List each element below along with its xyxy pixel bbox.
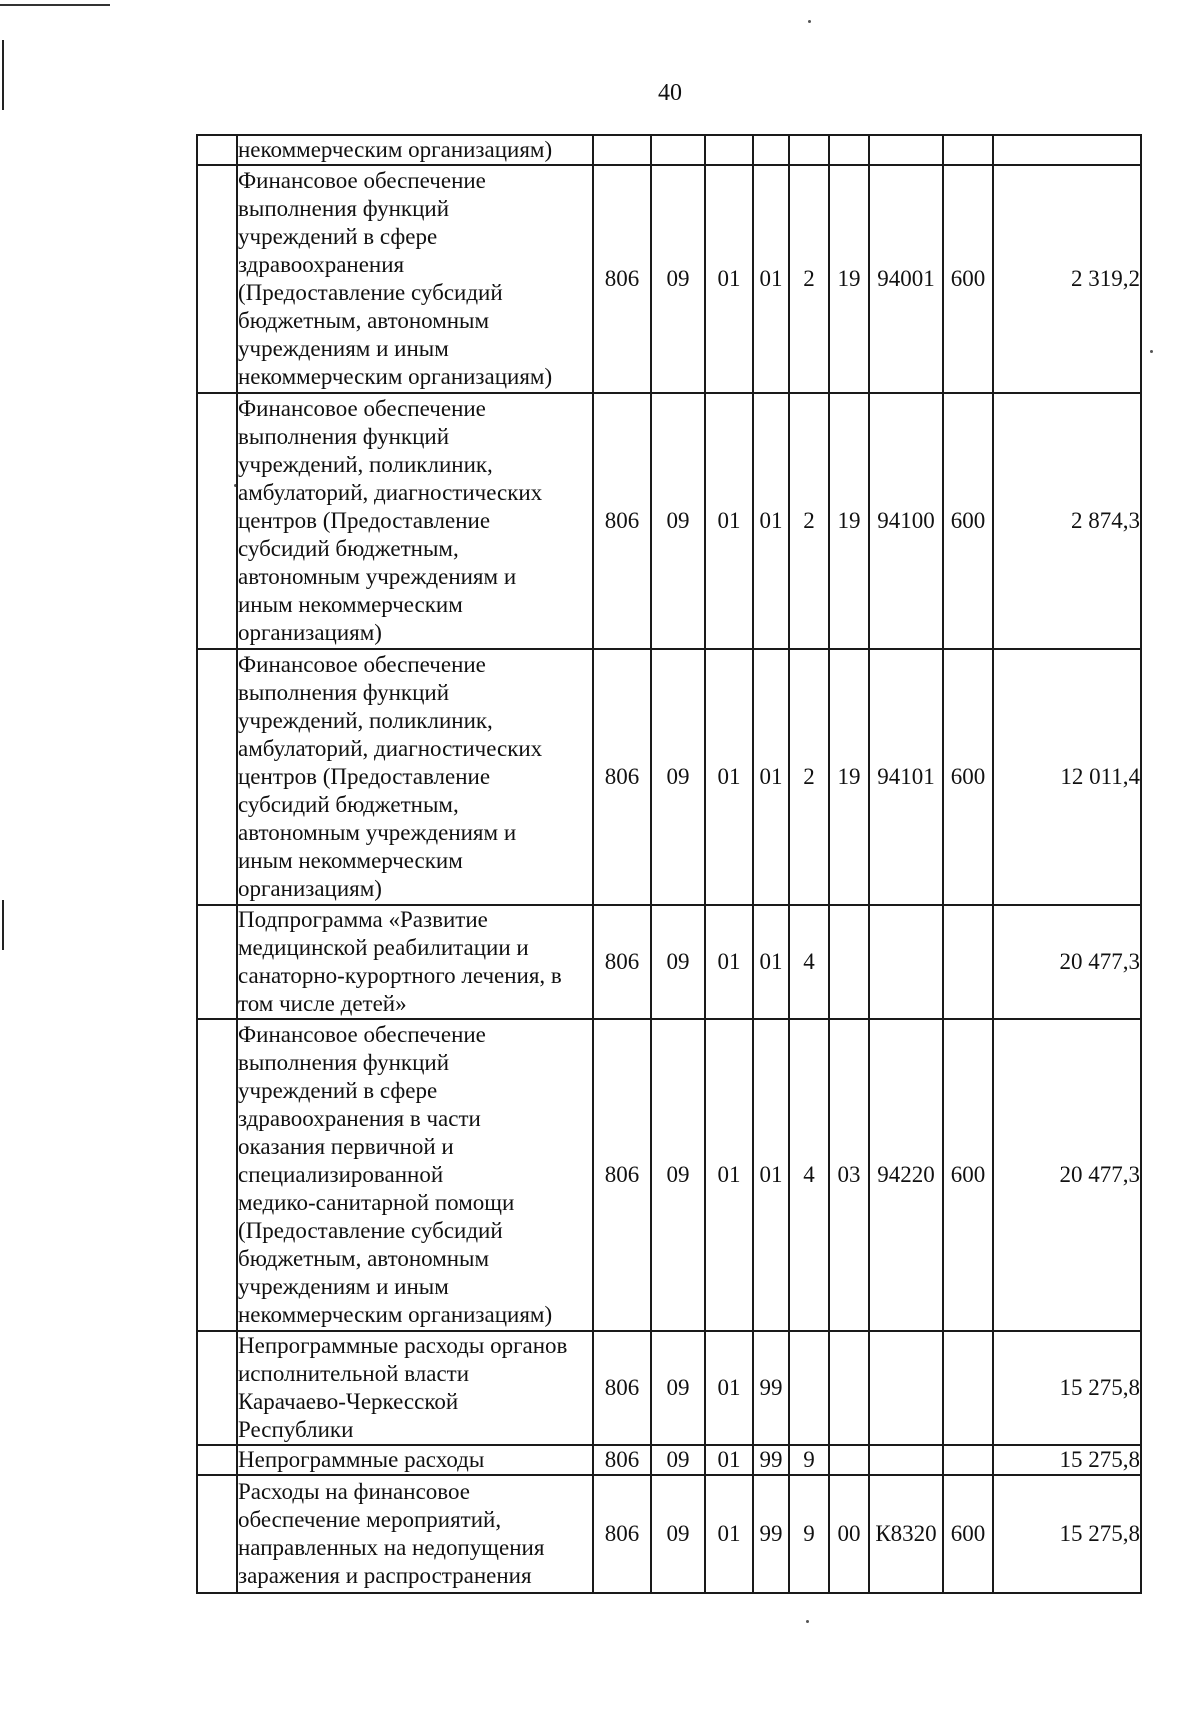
code-gr-cell: 806 — [593, 649, 651, 905]
item-name-cell: Финансовое обеспечение выполнения функций учреждений в сфере здравоохранения (Предоставление субсидий бюджетным, автономным учреждениям и иным некоммерческим организациям) — [237, 165, 593, 393]
code-program-cell: 01 — [753, 1019, 789, 1331]
code-pr-cell: 01 — [705, 1331, 753, 1445]
code-rz-cell: 09 — [651, 393, 705, 649]
budget-table — [196, 134, 1142, 1594]
code-program-cell: 01 — [753, 649, 789, 905]
row-number-cell — [197, 165, 237, 393]
code-pr-cell: 01 — [705, 165, 753, 393]
code-vr-cell: 600 — [943, 1475, 993, 1593]
amount-cell: 2 874,3 — [993, 393, 1141, 649]
table-row — [197, 1475, 1141, 1593]
code-pr-cell: 01 — [705, 393, 753, 649]
code-program-cell — [753, 135, 789, 165]
code-gr-cell: 806 — [593, 165, 651, 393]
code-direction-cell — [869, 1445, 943, 1475]
table-row — [197, 649, 1141, 905]
code-rz-cell: 09 — [651, 1019, 705, 1331]
code-vr-cell: 600 — [943, 649, 993, 905]
item-name-cell: некоммерческим организациям) — [237, 135, 593, 165]
code-main-event-cell: 19 — [829, 393, 869, 649]
code-rz-cell: 09 — [651, 1331, 705, 1445]
code-vr-cell — [943, 1445, 993, 1475]
amount-cell — [993, 135, 1141, 165]
code-main-event-cell: 19 — [829, 649, 869, 905]
row-number-cell — [197, 1331, 237, 1445]
code-pr-cell — [705, 135, 753, 165]
code-rz-cell: 09 — [651, 905, 705, 1019]
scan-speck — [808, 20, 811, 23]
code-gr-cell — [593, 135, 651, 165]
code-gr-cell: 806 — [593, 393, 651, 649]
row-number-cell — [197, 135, 237, 165]
code-direction-cell — [869, 1331, 943, 1445]
code-rz-cell: 09 — [651, 1475, 705, 1593]
code-vr-cell: 600 — [943, 1019, 993, 1331]
item-name-cell: Непрограммные расходы — [237, 1445, 593, 1475]
amount-cell: 20 477,3 — [993, 905, 1141, 1019]
row-number-cell — [197, 1475, 237, 1593]
code-pr-cell: 01 — [705, 1445, 753, 1475]
code-pr-cell: 01 — [705, 649, 753, 905]
code-vr-cell — [943, 905, 993, 1019]
code-gr-cell: 806 — [593, 1475, 651, 1593]
code-rz-cell: 09 — [651, 649, 705, 905]
code-subprogram-cell — [789, 1331, 829, 1445]
code-program-cell: 01 — [753, 905, 789, 1019]
row-number-cell — [197, 649, 237, 905]
scan-edge-marks — [0, 0, 10, 1710]
code-direction-cell — [869, 905, 943, 1019]
code-program-cell: 01 — [753, 165, 789, 393]
code-pr-cell: 01 — [705, 905, 753, 1019]
code-vr-cell — [943, 1331, 993, 1445]
code-subprogram-cell: 4 — [789, 1019, 829, 1331]
code-direction-cell: 94101 — [869, 649, 943, 905]
code-pr-cell: 01 — [705, 1019, 753, 1331]
code-program-cell: 01 — [753, 393, 789, 649]
code-vr-cell — [943, 135, 993, 165]
code-program-cell: 99 — [753, 1331, 789, 1445]
code-gr-cell: 806 — [593, 1019, 651, 1331]
code-main-event-cell: 19 — [829, 165, 869, 393]
code-gr-cell: 806 — [593, 905, 651, 1019]
scan-speck — [806, 1620, 809, 1623]
code-gr-cell: 806 — [593, 1331, 651, 1445]
code-subprogram-cell: 9 — [789, 1475, 829, 1593]
table-row — [197, 905, 1141, 1019]
code-subprogram-cell — [789, 135, 829, 165]
row-number-cell — [197, 393, 237, 649]
amount-cell: 15 275,8 — [993, 1331, 1141, 1445]
amount-cell: 2 319,2 — [993, 165, 1141, 393]
amount-cell: 15 275,8 — [993, 1475, 1141, 1593]
code-subprogram-cell: 9 — [789, 1445, 829, 1475]
code-vr-cell: 600 — [943, 393, 993, 649]
row-number-cell — [197, 905, 237, 1019]
amount-cell: 12 011,4 — [993, 649, 1141, 905]
code-main-event-cell — [829, 1331, 869, 1445]
code-rz-cell: 09 — [651, 165, 705, 393]
table-row — [197, 393, 1141, 649]
page-number: 40 — [658, 80, 682, 106]
code-main-event-cell — [829, 1445, 869, 1475]
code-direction-cell: 94001 — [869, 165, 943, 393]
table-row — [197, 1019, 1141, 1331]
code-rz-cell: 09 — [651, 1445, 705, 1475]
code-vr-cell: 600 — [943, 165, 993, 393]
item-name-cell: Финансовое обеспечение выполнения функций учреждений, поликлиник, амбулаторий, диагностических центров (Предоставление субсидий бюджетным, автономным учреждениям и иным некоммерческим организациям) — [237, 649, 593, 905]
scan-speck — [1150, 350, 1153, 353]
amount-cell: 20 477,3 — [993, 1019, 1141, 1331]
code-gr-cell: 806 — [593, 1445, 651, 1475]
code-subprogram-cell: 4 — [789, 905, 829, 1019]
code-direction-cell: 94100 — [869, 393, 943, 649]
code-main-event-cell: 00 — [829, 1475, 869, 1593]
table-row — [197, 1331, 1141, 1445]
row-number-cell — [197, 1445, 237, 1475]
item-name-cell: Расходы на финансовое обеспечение мероприятий, направленных на недопущения заражения и распространения — [237, 1475, 593, 1593]
table-row — [197, 1445, 1141, 1475]
scan-edge-mark — [2, 900, 4, 950]
row-number-cell — [197, 1019, 237, 1331]
code-main-event-cell — [829, 905, 869, 1019]
scan-edge-rule — [0, 4, 110, 6]
table-row — [197, 135, 1141, 165]
item-name-cell: Финансовое обеспечение выполнения функций учреждений в сфере здравоохранения в части оказания первичной и специализированной медико-санитарной помощи (Предоставление субсидий бюджетным, автономным учреждениям и иным некоммерческим организациям) — [237, 1019, 593, 1331]
code-direction-cell: 94220 — [869, 1019, 943, 1331]
code-direction-cell — [869, 135, 943, 165]
code-subprogram-cell: 2 — [789, 165, 829, 393]
code-direction-cell: К8320 — [869, 1475, 943, 1593]
amount-cell: 15 275,8 — [993, 1445, 1141, 1475]
code-subprogram-cell: 2 — [789, 393, 829, 649]
item-name-cell: Непрограммные расходы органов исполнительной власти Карачаево-Черкесской Республики — [237, 1331, 593, 1445]
item-name-cell: Финансовое обеспечение выполнения функций учреждений, поликлиник, амбулаторий, диагностических центров (Предоставление субсидий бюджетным, автономным учреждениям и иным некоммерческим организациям) — [237, 393, 593, 649]
code-program-cell: 99 — [753, 1475, 789, 1593]
code-pr-cell: 01 — [705, 1475, 753, 1593]
code-program-cell: 99 — [753, 1445, 789, 1475]
code-subprogram-cell: 2 — [789, 649, 829, 905]
code-main-event-cell: 03 — [829, 1019, 869, 1331]
code-rz-cell — [651, 135, 705, 165]
budget-table-body — [197, 135, 1141, 1593]
table-row — [197, 165, 1141, 393]
code-main-event-cell — [829, 135, 869, 165]
item-name-cell: Подпрограмма «Развитие медицинской реабилитации и санаторно-курортного лечения, в том числе детей» — [237, 905, 593, 1019]
